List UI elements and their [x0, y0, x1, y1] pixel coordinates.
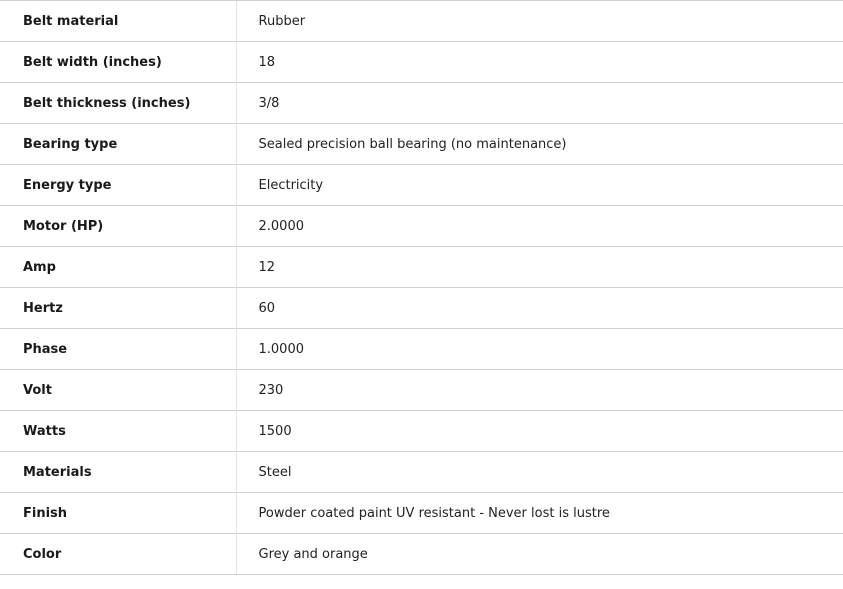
spec-label: Belt thickness (inches) [0, 83, 236, 124]
spec-row-color [0, 534, 843, 575]
spec-value: 230 [236, 370, 843, 411]
spec-value: 1500 [236, 411, 843, 452]
spec-label: Bearing type [0, 124, 236, 165]
specifications-table-body [0, 1, 843, 575]
spec-value: Electricity [236, 165, 843, 206]
spec-label: Materials [0, 452, 236, 493]
spec-row-belt-material [0, 1, 843, 42]
spec-value: 1.0000 [236, 329, 843, 370]
spec-value: Steel [236, 452, 843, 493]
spec-row-finish [0, 493, 843, 534]
spec-label: Hertz [0, 288, 236, 329]
spec-row-amp [0, 247, 843, 288]
spec-row-phase [0, 329, 843, 370]
spec-label: Belt material [0, 1, 236, 42]
spec-value: 12 [236, 247, 843, 288]
spec-row-volt [0, 370, 843, 411]
spec-row-watts [0, 411, 843, 452]
spec-label: Amp [0, 247, 236, 288]
spec-label: Volt [0, 370, 236, 411]
spec-row-belt-width [0, 42, 843, 83]
spec-value: Grey and orange [236, 534, 843, 575]
spec-label: Motor (HP) [0, 206, 236, 247]
spec-value: 18 [236, 42, 843, 83]
spec-row-energy-type [0, 165, 843, 206]
spec-value: 3/8 [236, 83, 843, 124]
spec-row-materials [0, 452, 843, 493]
spec-label: Watts [0, 411, 236, 452]
spec-value: 60 [236, 288, 843, 329]
spec-label: Belt width (inches) [0, 42, 236, 83]
spec-label: Phase [0, 329, 236, 370]
spec-label: Finish [0, 493, 236, 534]
spec-value: Powder coated paint UV resistant - Never lost is lustre [236, 493, 843, 534]
spec-row-bearing-type [0, 124, 843, 165]
spec-label: Color [0, 534, 236, 575]
spec-row-hertz [0, 288, 843, 329]
spec-row-motor-hp [0, 206, 843, 247]
spec-label: Energy type [0, 165, 236, 206]
spec-value: 2.0000 [236, 206, 843, 247]
spec-value: Sealed precision ball bearing (no maintenance) [236, 124, 843, 165]
spec-row-belt-thickness [0, 83, 843, 124]
spec-value: Rubber [236, 1, 843, 42]
